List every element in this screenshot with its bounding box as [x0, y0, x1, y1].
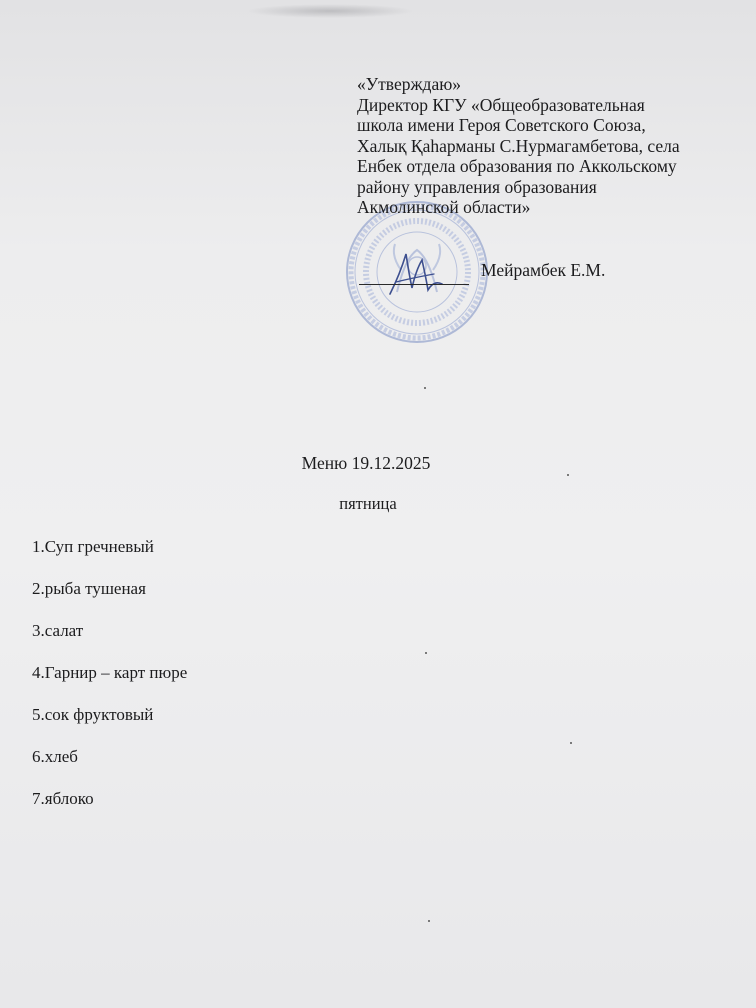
signature-row: [357, 260, 657, 290]
menu-item: 7.яблоко: [32, 789, 94, 808]
paper-speck: [424, 387, 426, 389]
approval-line: Халық Қаһарманы С.Нурмагамбетова, села: [357, 135, 680, 156]
paper-speck: [425, 652, 427, 654]
approval-line: школа имени Героя Советского Союза,: [357, 115, 646, 135]
approval-line: Енбек отдела образования по Аккольскому: [357, 156, 677, 176]
signatory-name: Мейрамбек Е.М.: [481, 260, 606, 280]
approval-heading: «Утверждаю»: [357, 74, 462, 94]
paper-speck: [567, 474, 569, 476]
signature-line: [359, 284, 469, 285]
menu-list: [32, 537, 187, 831]
menu-item: 1.Суп гречневый: [32, 537, 154, 556]
paper-speck: [570, 742, 572, 744]
menu-item: 2.рыба тушеная: [32, 579, 146, 598]
faded-header-text: [245, 4, 415, 18]
menu-title: Меню 19.12.2025: [301, 453, 431, 473]
menu-item: 4.Гарнир – карт пюре: [32, 663, 188, 682]
menu-item: 6.хлеб: [32, 747, 78, 766]
menu-item: 3.салат: [32, 621, 84, 640]
menu-day: пятница: [339, 494, 397, 513]
approval-line: Директор КГУ «Общеобразовательная: [357, 94, 645, 115]
menu-item: 5.сок фруктовый: [32, 705, 154, 724]
approval-line: Акмолинской области»: [357, 197, 531, 217]
approval-line: району управления образования: [357, 176, 597, 197]
approval-block: [357, 74, 752, 218]
paper-speck: [428, 920, 430, 922]
